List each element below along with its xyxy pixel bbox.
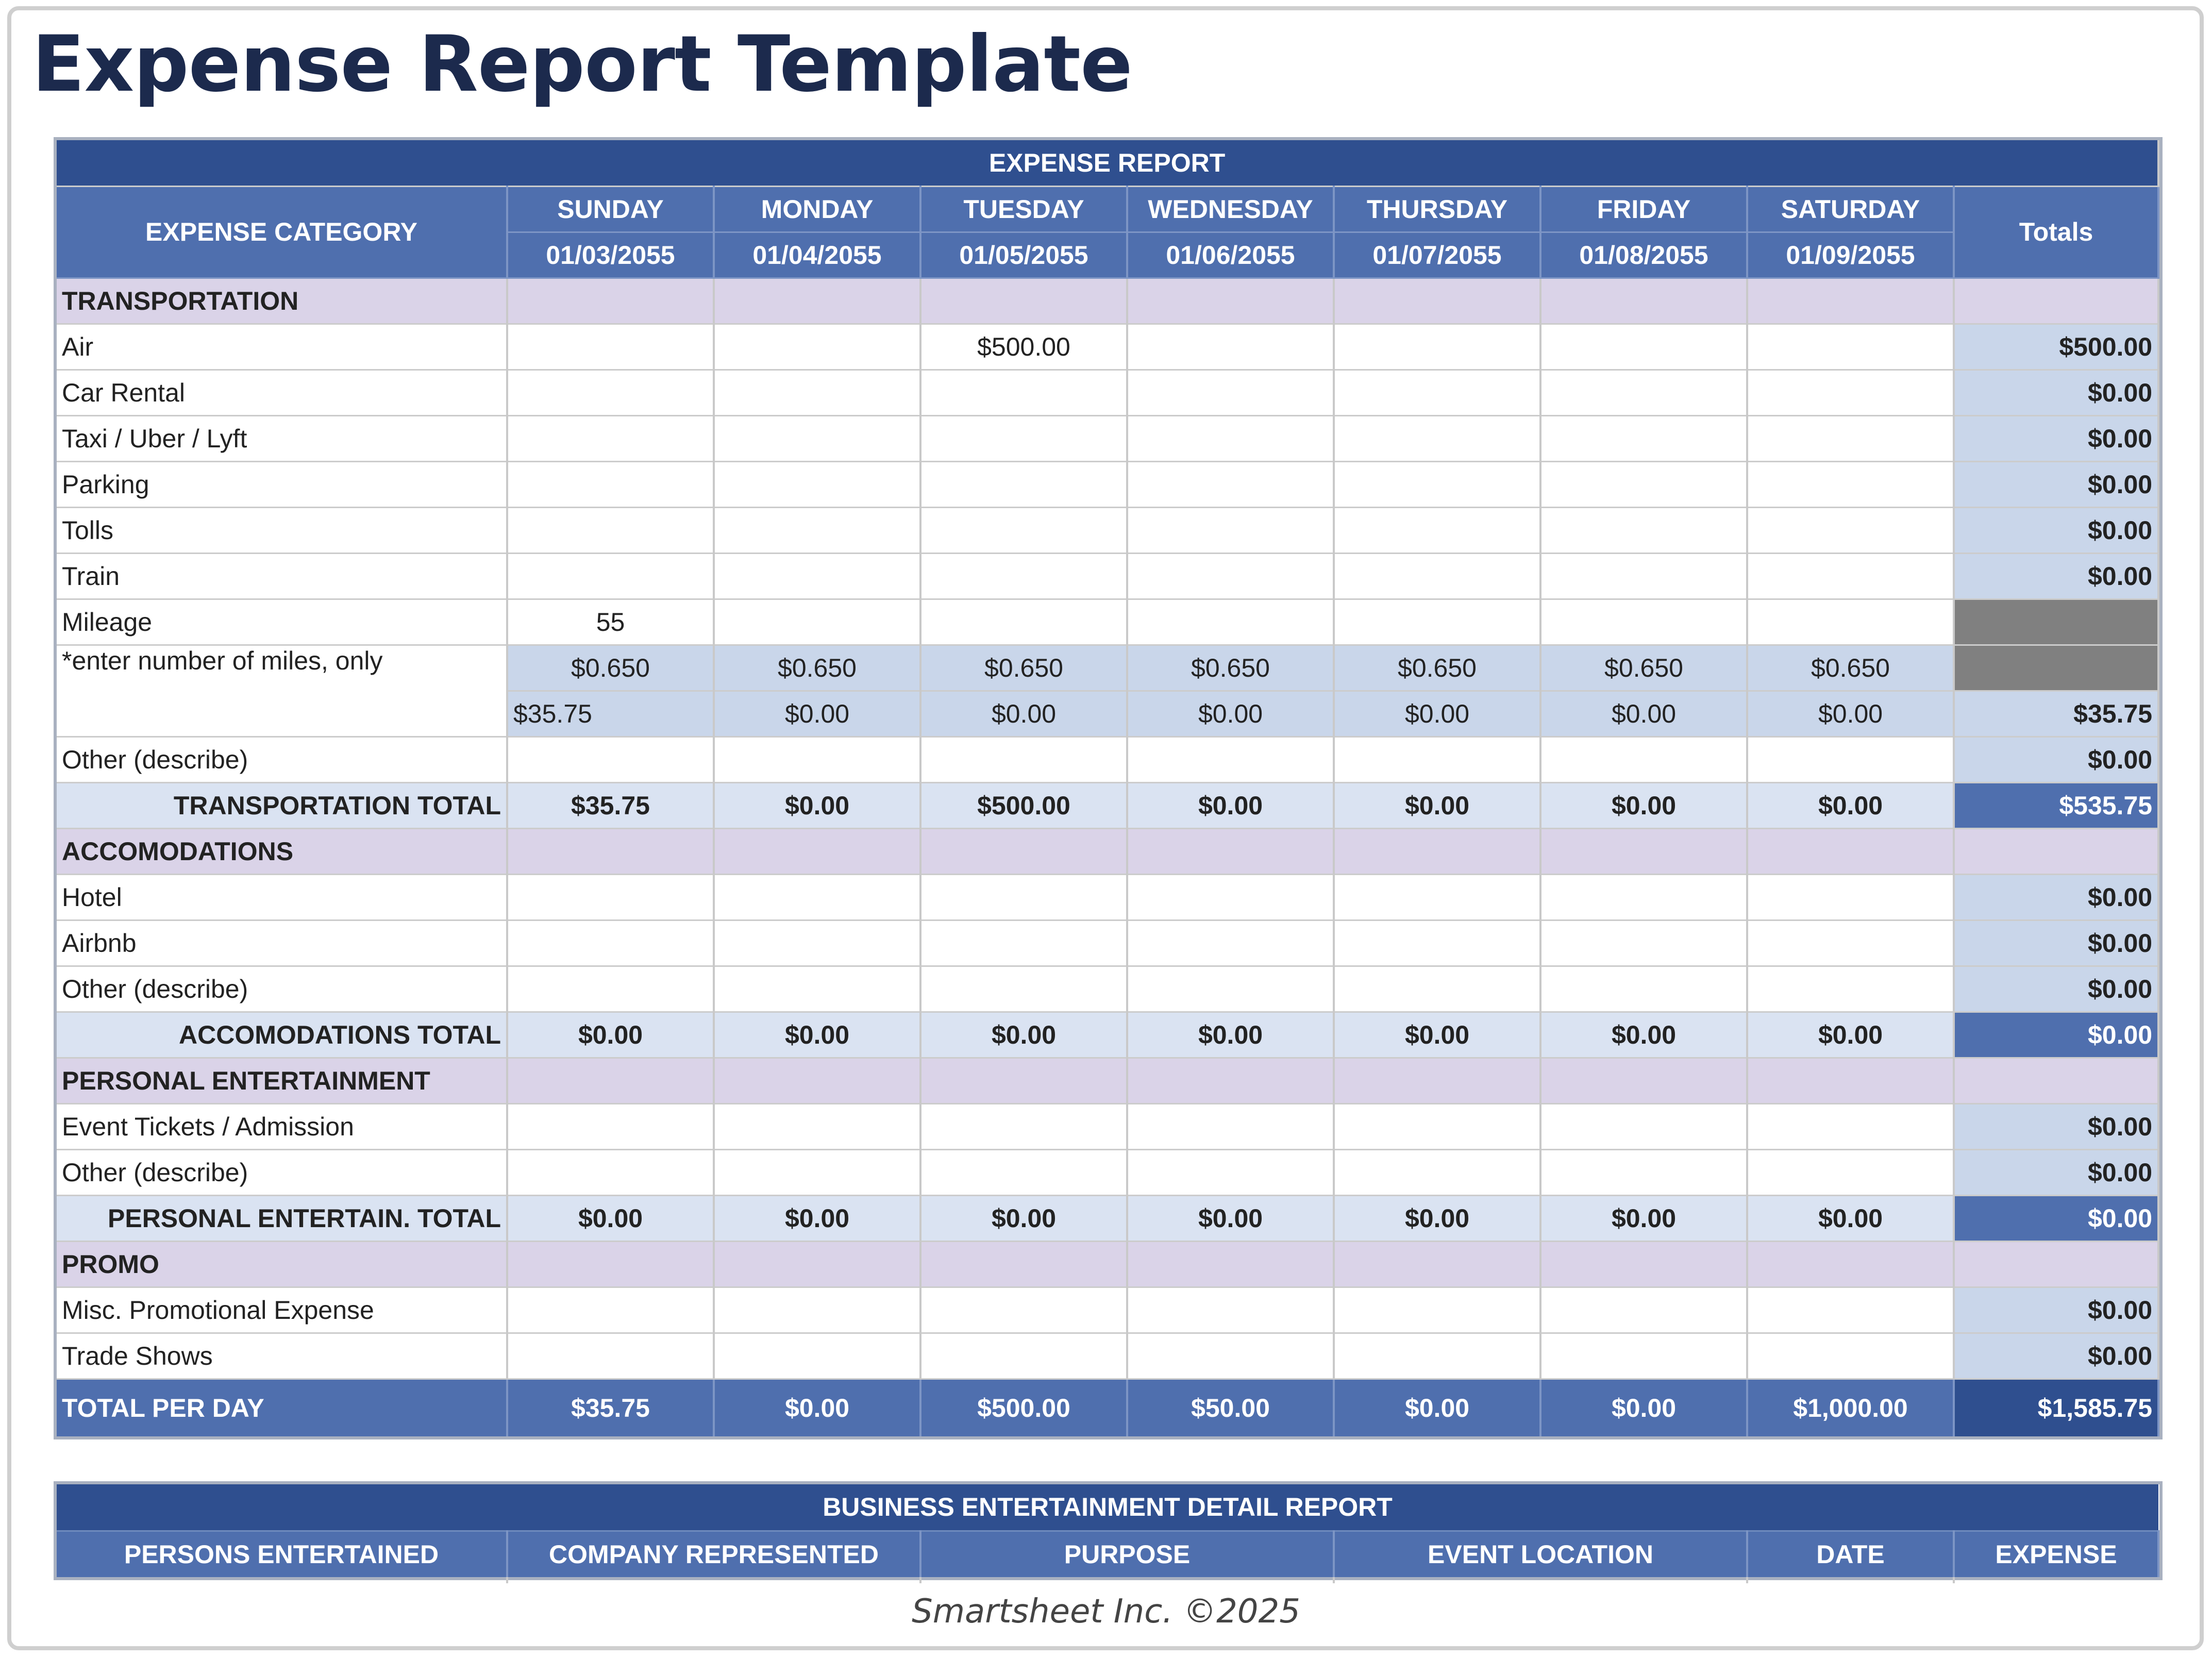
category-row: [57, 1241, 2158, 1287]
expense-amount-cell[interactable]: [714, 507, 920, 553]
category-row-cell: [1540, 1241, 1747, 1287]
expense-amount-cell[interactable]: [1747, 324, 1954, 370]
category-row-cell: [1334, 278, 1540, 324]
category-row-cell: [507, 278, 714, 324]
expense-item-total: $0.00: [1954, 415, 2158, 461]
expense-amount-cell[interactable]: [1540, 370, 1747, 415]
mileage-miles-cell[interactable]: [920, 599, 1127, 645]
expense-item-total: $500.00: [1954, 324, 2158, 370]
category-row-cell: [1334, 828, 1540, 874]
expense-amount-cell[interactable]: [714, 966, 920, 1012]
mileage-miles-cell[interactable]: [1540, 599, 1747, 645]
report-header-row: [57, 140, 2158, 186]
category-column-header: EXPENSE CATEGORY: [57, 186, 507, 278]
expense-item-row: [57, 966, 2158, 1012]
expense-amount-cell[interactable]: [1747, 553, 1954, 599]
total-per-day-label: TOTAL PER DAY: [57, 1379, 507, 1436]
expense-amount-cell[interactable]: [1127, 874, 1334, 920]
expense-item-row: [57, 920, 2158, 966]
expense-amount-cell[interactable]: [507, 1333, 714, 1379]
transportation-total-label: TRANSPORTATION TOTAL: [57, 782, 507, 828]
expense-item-total: $0.00: [1954, 553, 2158, 599]
category-row-cell: [1954, 828, 2158, 874]
accommodations-grand-total: $0.00: [1954, 1012, 2158, 1058]
expense-amount-cell[interactable]: [714, 553, 920, 599]
expense-amount-cell[interactable]: [714, 1149, 920, 1195]
category-row-cell: [1954, 278, 2158, 324]
expense-amount-cell[interactable]: [507, 736, 714, 782]
expense-amount-cell[interactable]: [1747, 920, 1954, 966]
personal-entertainment-category-label: PERSONAL ENTERTAINMENT: [57, 1058, 507, 1103]
transportation-day-total: $0.00: [1127, 782, 1334, 828]
expense-item-label: Trade Shows: [57, 1333, 507, 1379]
expense-amount-cell[interactable]: [1127, 415, 1334, 461]
expense-item-label: Car Rental: [57, 370, 507, 415]
expense-amount-cell[interactable]: [1540, 1103, 1747, 1149]
expense-amount-cell[interactable]: [1127, 1149, 1334, 1195]
category-row-cell: [1127, 828, 1334, 874]
mileage-rate-cell[interactable]: $0.650: [1334, 645, 1540, 691]
category-row-cell: [1127, 1241, 1334, 1287]
category-row-cell: [714, 828, 920, 874]
report-header: EXPENSE REPORT: [57, 140, 2158, 186]
expense-item-total: $0.00: [1954, 1333, 2158, 1379]
expense-amount-cell[interactable]: [507, 553, 714, 599]
category-row-cell: [1127, 1058, 1334, 1103]
accommodations-day-total: $0.00: [714, 1012, 920, 1058]
mileage-amount-cell: $0.00: [1540, 691, 1747, 736]
accommodations-total-label: ACCOMODATIONS TOTAL: [57, 1012, 507, 1058]
expense-amount-cell[interactable]: [1747, 1333, 1954, 1379]
category-row-cell: [1127, 278, 1334, 324]
personal-entertainment-day-total: $0.00: [507, 1195, 714, 1241]
expense-amount-cell[interactable]: [920, 1287, 1127, 1333]
personal-entertainment-total-row: [57, 1195, 2158, 1241]
expense-amount-cell[interactable]: [714, 920, 920, 966]
total-per-day-value: $35.75: [507, 1379, 714, 1436]
expense-amount-cell[interactable]: [920, 461, 1127, 507]
promo-category-label: PROMO: [57, 1241, 507, 1287]
expense-item-total: $0.00: [1954, 1103, 2158, 1149]
expense-amount-cell[interactable]: [1747, 370, 1954, 415]
expense-amount-cell[interactable]: [714, 461, 920, 507]
entertainment-detail-column-header: DATE: [1747, 1531, 1954, 1577]
expense-item-label: Other (describe): [57, 736, 507, 782]
mileage-miles-cell[interactable]: [1127, 599, 1334, 645]
expense-amount-cell[interactable]: [920, 415, 1127, 461]
category-row-cell: [507, 828, 714, 874]
expense-amount-cell[interactable]: [920, 370, 1127, 415]
expense-amount-cell[interactable]: [1334, 1287, 1540, 1333]
expense-amount-cell[interactable]: [1334, 461, 1540, 507]
expense-item-label: Tolls: [57, 507, 507, 553]
expense-amount-cell[interactable]: [1540, 1149, 1747, 1195]
expense-item-row: [57, 1333, 2158, 1379]
mileage-rate-cell[interactable]: $0.650: [507, 645, 714, 691]
category-row-cell: [714, 1241, 920, 1287]
entertainment-detail-header-row: [57, 1484, 2158, 1531]
expense-amount-cell[interactable]: [507, 324, 714, 370]
day-date-header: 01/06/2055: [1127, 232, 1334, 278]
expense-amount-cell[interactable]: [1334, 874, 1540, 920]
total-per-day-value: $50.00: [1127, 1379, 1334, 1436]
expense-amount-cell[interactable]: [1334, 553, 1540, 599]
expense-item-label: Airbnb: [57, 920, 507, 966]
category-row-cell: [1747, 1241, 1954, 1287]
expense-amount-cell[interactable]: [507, 1287, 714, 1333]
mileage-miles-cell[interactable]: [1334, 599, 1540, 645]
accommodations-day-total: $0.00: [920, 1012, 1127, 1058]
expense-item-label: Train: [57, 553, 507, 599]
expense-amount-cell[interactable]: [1334, 1333, 1540, 1379]
expense-amount-cell[interactable]: [714, 874, 920, 920]
day-name-header: MONDAY: [714, 186, 920, 232]
entertainment-detail-column-header: PURPOSE: [920, 1531, 1334, 1577]
accommodations-day-total: $0.00: [1127, 1012, 1334, 1058]
expense-amount-cell[interactable]: [714, 370, 920, 415]
category-row-cell: [1954, 1058, 2158, 1103]
expense-amount-cell[interactable]: [1127, 966, 1334, 1012]
mileage-amount-cell: $0.00: [1747, 691, 1954, 736]
expense-amount-cell[interactable]: [1747, 1149, 1954, 1195]
category-row-cell: [920, 278, 1127, 324]
expense-amount-cell[interactable]: [1540, 415, 1747, 461]
entertainment-detail-column-header: EXPENSE: [1954, 1531, 2158, 1577]
expense-amount-cell[interactable]: [1747, 415, 1954, 461]
day-date-header: 01/08/2055: [1540, 232, 1747, 278]
total-per-day-value: $500.00: [920, 1379, 1127, 1436]
expense-amount-cell[interactable]: [714, 324, 920, 370]
category-row-cell: [1334, 1058, 1540, 1103]
expense-amount-cell[interactable]: [507, 966, 714, 1012]
day-name-header: TUESDAY: [920, 186, 1127, 232]
expense-amount-cell[interactable]: [507, 874, 714, 920]
expense-item-row: [57, 736, 2158, 782]
mileage-miles-cell[interactable]: 55: [507, 599, 714, 645]
entertainment-detail-table: [57, 1484, 2159, 1577]
expense-amount-cell[interactable]: [1540, 966, 1747, 1012]
accommodations-day-total: $0.00: [507, 1012, 714, 1058]
expense-amount-cell[interactable]: [1127, 1103, 1334, 1149]
expense-amount-cell[interactable]: [714, 415, 920, 461]
expense-amount-cell[interactable]: [1127, 1333, 1334, 1379]
total-per-day-value: $0.00: [1540, 1379, 1747, 1436]
category-row-cell: [920, 1058, 1127, 1103]
transportation-day-total: $35.75: [507, 782, 714, 828]
expense-item-row: [57, 874, 2158, 920]
category-row-cell: [1747, 278, 1954, 324]
expense-amount-cell[interactable]: [1127, 507, 1334, 553]
expense-item-total: $0.00: [1954, 920, 2158, 966]
expense-amount-cell[interactable]: [507, 1149, 714, 1195]
accommodations-day-total: $0.00: [1540, 1012, 1747, 1058]
expense-item-label: Parking: [57, 461, 507, 507]
expense-amount-cell[interactable]: [1127, 461, 1334, 507]
personal-entertainment-grand-total: $0.00: [1954, 1195, 2158, 1241]
category-row: [57, 278, 2158, 324]
expense-amount-cell[interactable]: [1334, 507, 1540, 553]
expense-amount-cell[interactable]: [920, 553, 1127, 599]
accommodations-category-label: ACCOMODATIONS: [57, 828, 507, 874]
day-date-header: 01/04/2055: [714, 232, 920, 278]
day-date-header: 01/05/2055: [920, 232, 1127, 278]
expense-amount-cell[interactable]: [1334, 920, 1540, 966]
mileage-row: [57, 599, 2158, 645]
category-row-cell: [507, 1241, 714, 1287]
personal-entertainment-day-total: $0.00: [1127, 1195, 1334, 1241]
transportation-total-row: [57, 782, 2158, 828]
category-row-cell: [714, 1058, 920, 1103]
expense-amount-cell[interactable]: [1334, 370, 1540, 415]
personal-entertainment-day-total: $0.00: [1747, 1195, 1954, 1241]
expense-amount-cell[interactable]: [1747, 507, 1954, 553]
day-name-header: THURSDAY: [1334, 186, 1540, 232]
expense-amount-cell[interactable]: [1334, 324, 1540, 370]
expense-amount-cell[interactable]: [1334, 1149, 1540, 1195]
expense-item-row: [57, 461, 2158, 507]
expense-amount-cell[interactable]: [1334, 966, 1540, 1012]
mileage-amount-cell: $0.00: [1334, 691, 1540, 736]
personal-entertainment-day-total: $0.00: [714, 1195, 920, 1241]
expense-item-total: $0.00: [1954, 461, 2158, 507]
transportation-day-total: $0.00: [1540, 782, 1747, 828]
expense-item-row: [57, 553, 2158, 599]
expense-amount-cell[interactable]: [507, 920, 714, 966]
expense-amount-cell[interactable]: [1747, 736, 1954, 782]
transportation-grand-total: $535.75: [1954, 782, 2158, 828]
expense-amount-cell[interactable]: [920, 507, 1127, 553]
transportation-day-total: $500.00: [920, 782, 1127, 828]
mileage-rate-cell[interactable]: $0.650: [920, 645, 1127, 691]
total-per-day-value: $0.00: [1334, 1379, 1540, 1436]
expense-item-label: Air: [57, 324, 507, 370]
expense-amount-cell[interactable]: [1127, 736, 1334, 782]
category-row-cell: [920, 828, 1127, 874]
expense-item-total: $0.00: [1954, 874, 2158, 920]
expense-amount-cell[interactable]: $500.00: [920, 324, 1127, 370]
mileage-rate-row: [57, 645, 2158, 691]
category-row-cell: [1540, 828, 1747, 874]
expense-amount-cell[interactable]: [507, 370, 714, 415]
mileage-rate-disabled: [1954, 645, 2158, 691]
expense-amount-cell[interactable]: [507, 507, 714, 553]
accommodations-total-row: [57, 1012, 2158, 1058]
expense-amount-cell[interactable]: [920, 736, 1127, 782]
expense-amount-cell[interactable]: [1334, 736, 1540, 782]
day-name-row: [57, 186, 2158, 232]
expense-amount-cell[interactable]: [714, 1103, 920, 1149]
expense-item-total: $0.00: [1954, 370, 2158, 415]
transportation-day-total: $0.00: [1747, 782, 1954, 828]
entertainment-detail-row-stub: [57, 1577, 2158, 1583]
entertainment-detail-column-header: EVENT LOCATION: [1334, 1531, 1747, 1577]
mileage-rate-cell[interactable]: $0.650: [714, 645, 920, 691]
day-date-header: 01/03/2055: [507, 232, 714, 278]
mileage-rate-cell[interactable]: $0.650: [1540, 645, 1747, 691]
mileage-amount-cell: $35.75: [507, 691, 714, 736]
mileage-amount-total: $35.75: [1954, 691, 2158, 736]
day-name-header: SATURDAY: [1747, 186, 1954, 232]
mileage-total-disabled: [1954, 599, 2158, 645]
expense-amount-cell[interactable]: [1747, 1103, 1954, 1149]
expense-amount-cell[interactable]: [1540, 507, 1747, 553]
entertainment-detail-columns: [57, 1531, 2158, 1577]
expense-amount-cell[interactable]: [1334, 1103, 1540, 1149]
entertainment-detail-header: BUSINESS ENTERTAINMENT DETAIL REPORT: [57, 1484, 2158, 1531]
mileage-label: Mileage: [57, 599, 507, 645]
expense-amount-cell[interactable]: [1334, 415, 1540, 461]
mileage-amount-cell: $0.00: [1127, 691, 1334, 736]
expense-amount-cell[interactable]: [920, 966, 1127, 1012]
expense-amount-cell[interactable]: [920, 1333, 1127, 1379]
expense-amount-cell[interactable]: [1127, 553, 1334, 599]
day-name-header: SUNDAY: [507, 186, 714, 232]
expense-amount-cell[interactable]: [1747, 1287, 1954, 1333]
expense-amount-cell[interactable]: [1540, 1287, 1747, 1333]
day-name-header: FRIDAY: [1540, 186, 1747, 232]
expense-amount-cell[interactable]: [1127, 920, 1334, 966]
expense-amount-cell[interactable]: [1747, 966, 1954, 1012]
expense-amount-cell[interactable]: [920, 920, 1127, 966]
expense-item-row: [57, 415, 2158, 461]
expense-item-total: $0.00: [1954, 507, 2158, 553]
expense-amount-cell[interactable]: [920, 874, 1127, 920]
expense-amount-cell[interactable]: [714, 1287, 920, 1333]
personal-entertainment-day-total: $0.00: [920, 1195, 1127, 1241]
expense-amount-cell[interactable]: [920, 1103, 1127, 1149]
mileage-amount-cell: $0.00: [714, 691, 920, 736]
expense-amount-cell[interactable]: [714, 1333, 920, 1379]
expense-item-label: Hotel: [57, 874, 507, 920]
expense-amount-cell[interactable]: [507, 461, 714, 507]
total-per-day-row: [57, 1379, 2158, 1436]
expense-amount-cell[interactable]: [1540, 1333, 1747, 1379]
expense-amount-cell[interactable]: [507, 415, 714, 461]
expense-amount-cell[interactable]: [1540, 736, 1747, 782]
category-row-cell: [1954, 1241, 2158, 1287]
expense-amount-cell[interactable]: [1127, 324, 1334, 370]
expense-item-row: [57, 507, 2158, 553]
total-per-day-value: $1,000.00: [1747, 1379, 1954, 1436]
category-row-cell: [1747, 828, 1954, 874]
expense-amount-cell[interactable]: [1540, 920, 1747, 966]
expense-amount-cell[interactable]: [1747, 874, 1954, 920]
expense-amount-cell[interactable]: [507, 1103, 714, 1149]
mileage-miles-cell[interactable]: [714, 599, 920, 645]
expense-report-table: [57, 140, 2159, 1436]
expense-item-row: [57, 1149, 2158, 1195]
category-row-cell: [1540, 1058, 1747, 1103]
expense-amount-cell[interactable]: [1127, 370, 1334, 415]
expense-item-row: [57, 1103, 2158, 1149]
footer-copyright: Smartsheet Inc. ©2025: [912, 1593, 1300, 1631]
category-row-cell: [1540, 278, 1747, 324]
mileage-note: *enter number of miles, only: [57, 645, 507, 736]
personal-entertainment-day-total: $0.00: [1334, 1195, 1540, 1241]
expense-amount-cell[interactable]: [1540, 324, 1747, 370]
category-row-cell: [1747, 1058, 1954, 1103]
category-row-cell: [507, 1058, 714, 1103]
category-row: [57, 1058, 2158, 1103]
expense-item-row: [57, 1287, 2158, 1333]
total-per-day-grand: $1,585.75: [1954, 1379, 2158, 1436]
page-title: Expense Report Template: [32, 20, 1132, 109]
category-row-cell: [1334, 1241, 1540, 1287]
personal-entertainment-day-total: $0.00: [1540, 1195, 1747, 1241]
expense-item-total: $0.00: [1954, 966, 2158, 1012]
expense-item-row: [57, 370, 2158, 415]
accommodations-day-total: $0.00: [1334, 1012, 1540, 1058]
expense-item-label: Other (describe): [57, 1149, 507, 1195]
day-date-header: 01/07/2055: [1334, 232, 1540, 278]
expense-amount-cell[interactable]: [1540, 874, 1747, 920]
transportation-day-total: $0.00: [1334, 782, 1540, 828]
expense-amount-cell[interactable]: [714, 736, 920, 782]
mileage-rate-cell[interactable]: $0.650: [1747, 645, 1954, 691]
totals-column-header: Totals: [1954, 186, 2158, 278]
category-row: [57, 828, 2158, 874]
expense-amount-cell[interactable]: [1747, 461, 1954, 507]
mileage-miles-cell[interactable]: [1747, 599, 1954, 645]
expense-amount-cell[interactable]: [1540, 553, 1747, 599]
day-date-header: 01/09/2055: [1747, 232, 1954, 278]
expense-amount-cell[interactable]: [1540, 461, 1747, 507]
expense-item-label: Misc. Promotional Expense: [57, 1287, 507, 1333]
total-per-day-value: $0.00: [714, 1379, 920, 1436]
expense-item-total: $0.00: [1954, 1149, 2158, 1195]
personal-entertainment-total-label: PERSONAL ENTERTAIN. TOTAL: [57, 1195, 507, 1241]
expense-item-total: $0.00: [1954, 1287, 2158, 1333]
mileage-rate-cell[interactable]: $0.650: [1127, 645, 1334, 691]
accommodations-day-total: $0.00: [1747, 1012, 1954, 1058]
expense-amount-cell[interactable]: [920, 1149, 1127, 1195]
expense-item-total: $0.00: [1954, 736, 2158, 782]
expense-item-row: [57, 324, 2158, 370]
entertainment-detail-column-header: COMPANY REPRESENTED: [507, 1531, 920, 1577]
day-name-header: WEDNESDAY: [1127, 186, 1334, 232]
mileage-amount-cell: $0.00: [920, 691, 1127, 736]
expense-amount-cell[interactable]: [1127, 1287, 1334, 1333]
category-row-cell: [714, 278, 920, 324]
entertainment-detail-column-header: PERSONS ENTERTAINED: [57, 1531, 507, 1577]
transportation-day-total: $0.00: [714, 782, 920, 828]
expense-item-label: Event Tickets / Admission: [57, 1103, 507, 1149]
expense-item-label: Taxi / Uber / Lyft: [57, 415, 507, 461]
category-row-cell: [920, 1241, 1127, 1287]
expense-item-label: Other (describe): [57, 966, 507, 1012]
transportation-category-label: TRANSPORTATION: [57, 278, 507, 324]
